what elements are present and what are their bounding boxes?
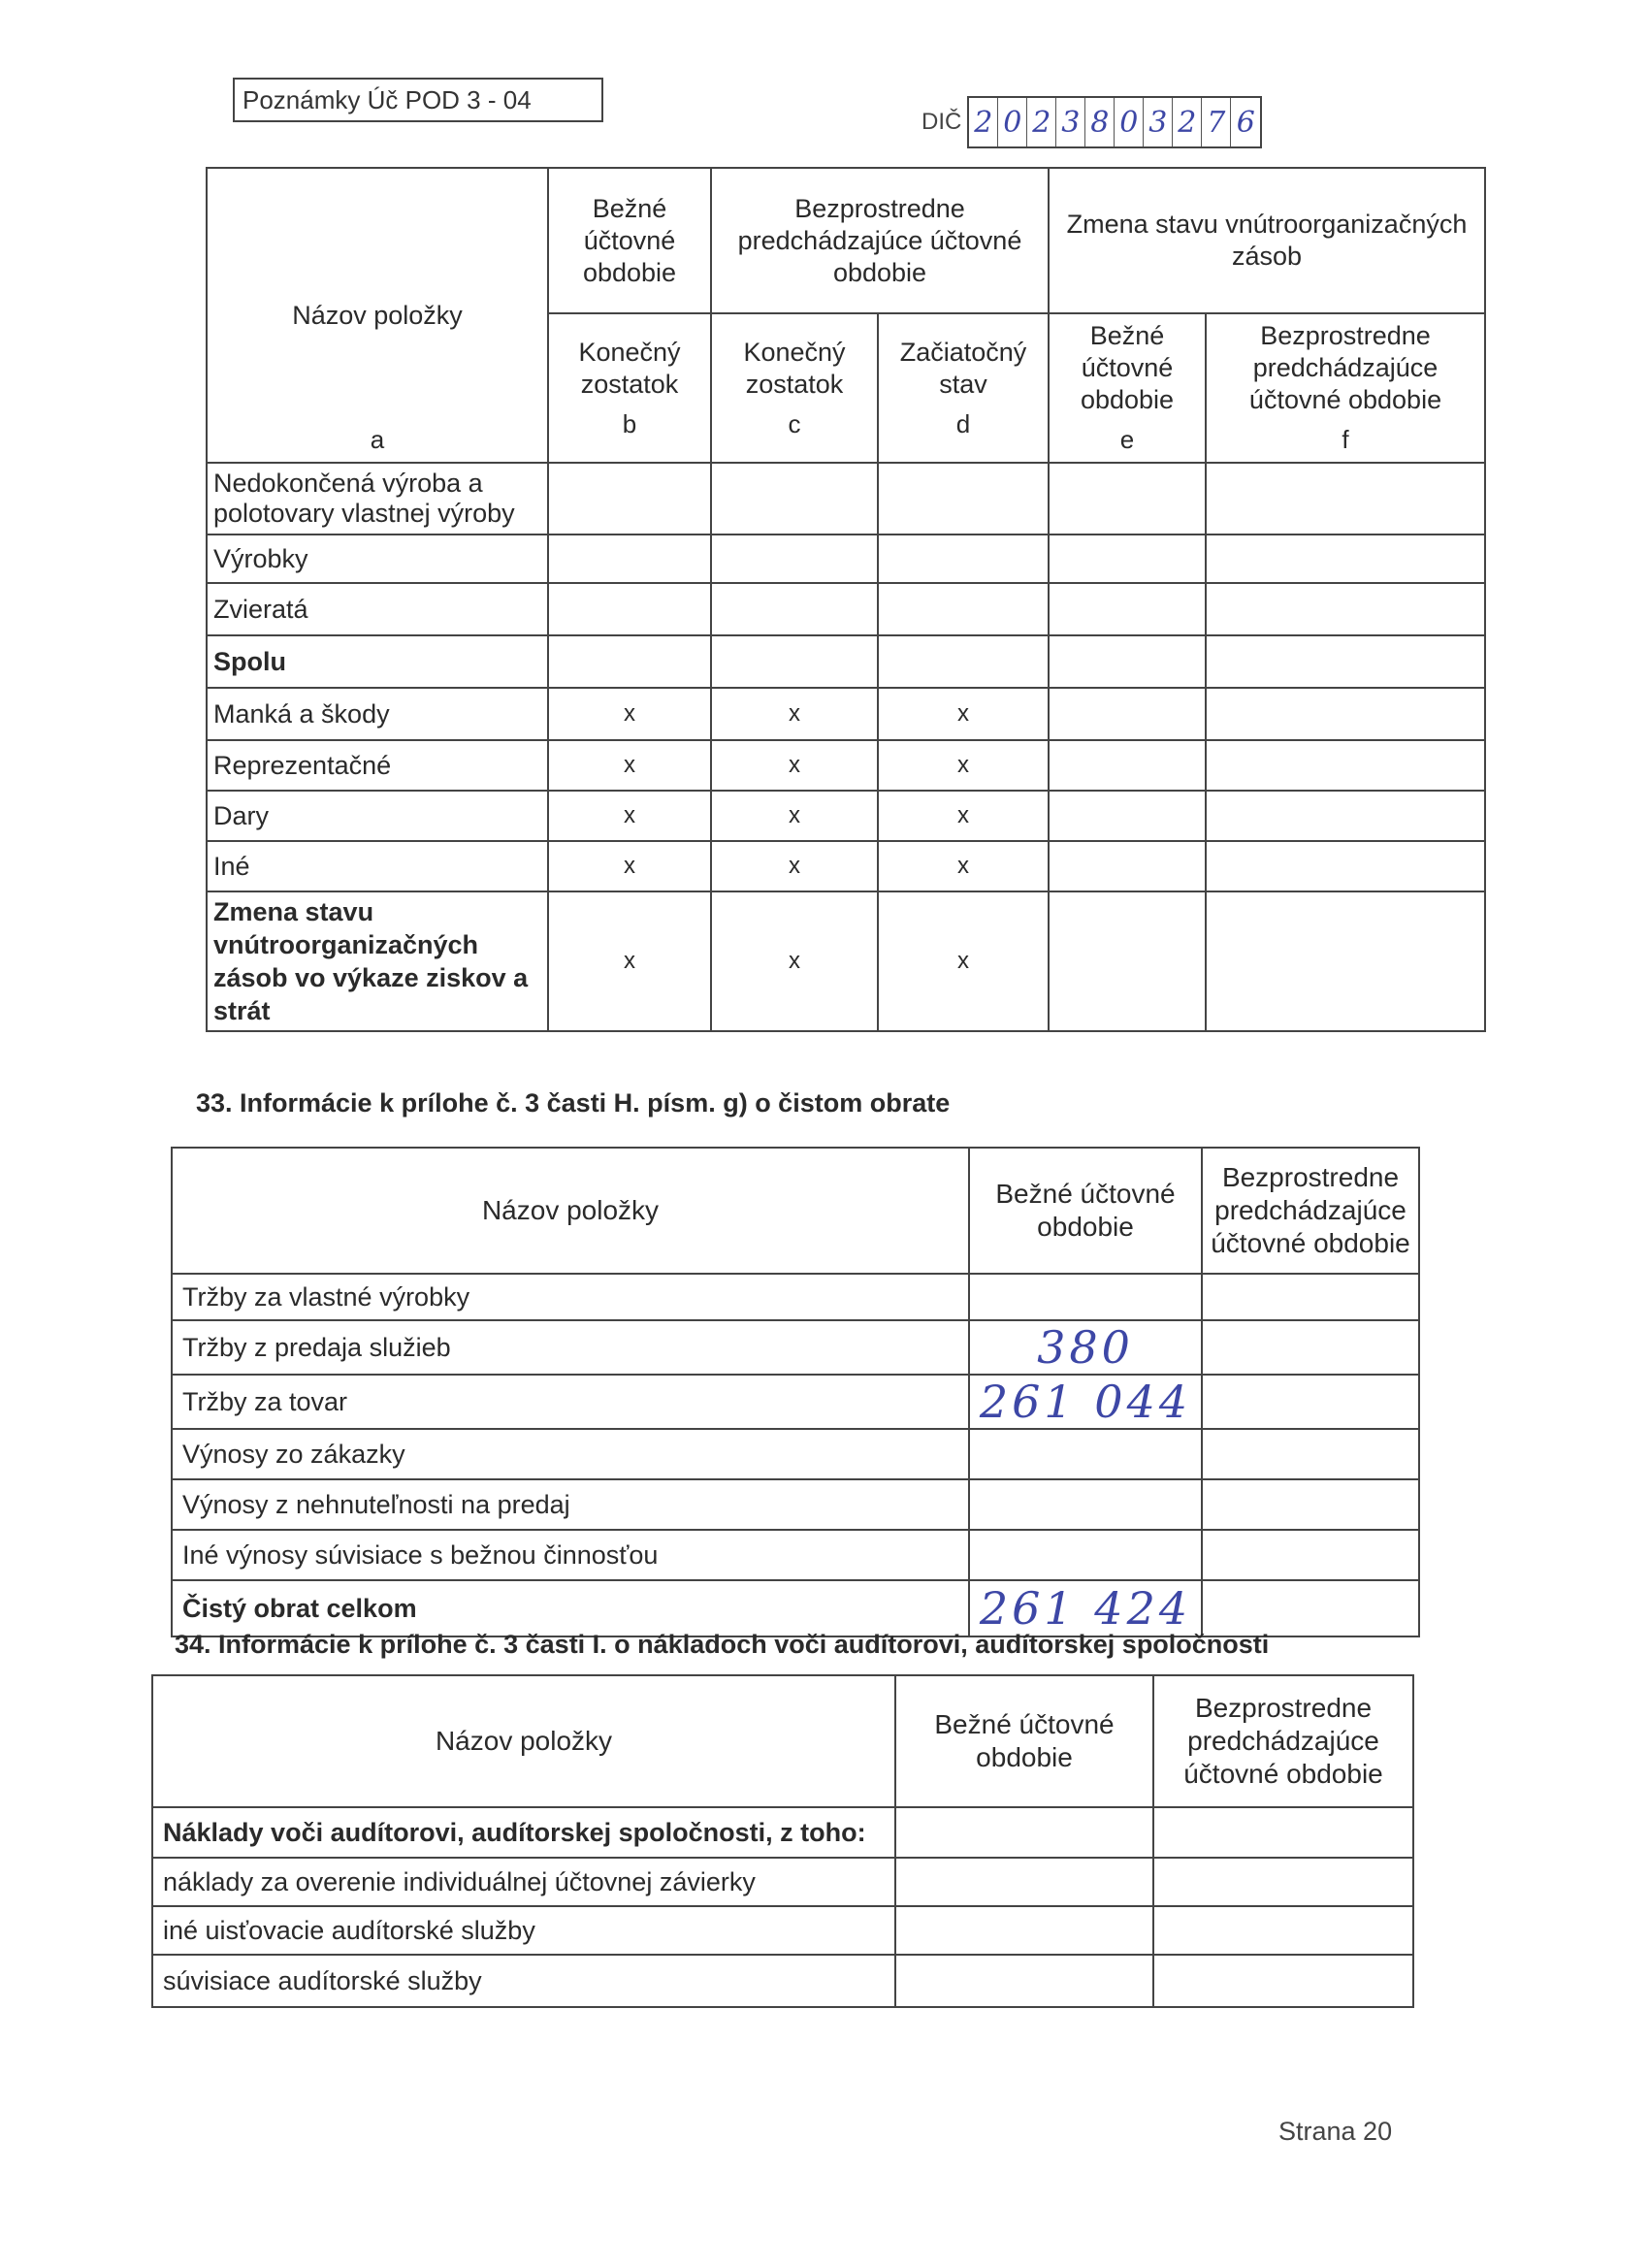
auditor-costs-table: [151, 1674, 1414, 2008]
letter-f: f: [1342, 425, 1349, 454]
table-row: [207, 791, 1485, 841]
letter-a: a: [370, 425, 385, 454]
letter-d: d: [955, 408, 971, 438]
table-row: [207, 635, 1485, 688]
dic-digit: 8: [1085, 98, 1115, 146]
row-label: Spolu: [207, 635, 548, 688]
table-row: [172, 1320, 1419, 1375]
table-row: [172, 1274, 1419, 1320]
x-mark: x: [548, 740, 711, 791]
x-mark: x: [878, 791, 1049, 841]
row-value-current: [969, 1530, 1202, 1580]
table-row: [152, 1858, 1413, 1906]
dic-digit: 3: [1056, 98, 1085, 146]
sub-header-c: [711, 313, 878, 463]
table-row: [152, 1955, 1413, 2007]
sub-header-f: [1206, 313, 1485, 463]
sub-header-d: [878, 313, 1049, 463]
x-mark: x: [548, 841, 711, 891]
x-mark: x: [548, 688, 711, 740]
row-label: náklady za overenie individuálnej účtovnej závierky: [152, 1858, 895, 1906]
row-label: Čistý obrat celkom: [172, 1580, 969, 1636]
form-id-label: Poznámky Úč POD 3 - 04: [233, 78, 603, 122]
dic-digit: 3: [1144, 98, 1173, 146]
sub-header-c-label: Konečný zostatok: [743, 337, 846, 399]
row-label: Iné: [207, 841, 548, 891]
dic-digit: 0: [998, 98, 1027, 146]
letter-c: c: [788, 408, 801, 438]
header-inventory-change: Zmena stavu vnútroorganizačných zásob: [1049, 168, 1485, 313]
sub-header-e-label: Bežné účtovné obdobie: [1080, 321, 1175, 414]
sub-header-e: [1049, 313, 1206, 463]
row-label: Výnosy z nehnuteľnosti na predaj: [172, 1479, 969, 1530]
x-mark: x: [711, 688, 878, 740]
x-mark: x: [878, 740, 1049, 791]
row-value-current: [969, 1479, 1202, 1530]
row-value-current: 380: [969, 1320, 1202, 1375]
header-current-period: Bežné účtovné obdobie: [548, 168, 711, 313]
page-number: Strana 20: [1278, 2117, 1393, 2146]
row-label: Nedokončená výroba a polotovary vlastnej výroby: [207, 463, 548, 535]
row-label: Výrobky: [207, 535, 548, 583]
x-mark: x: [711, 891, 878, 1031]
table-row: [152, 1807, 1413, 1858]
row-label: Manká a škody: [207, 688, 548, 740]
table-row: [152, 1906, 1413, 1955]
x-mark: x: [878, 688, 1049, 740]
header-item-name: Názov položky: [172, 1148, 969, 1274]
table-row: [172, 1479, 1419, 1530]
dic-field: [922, 95, 1262, 149]
dic-digit: 2: [969, 98, 998, 146]
row-label: Zmena stavu vnútroorganizačných zásob vo výkaze ziskov a strát: [207, 891, 548, 1031]
dic-digit: 2: [1173, 98, 1202, 146]
header-previous-period: Bezprostredne predchádzajúce účtovné obdobie: [1202, 1148, 1419, 1274]
row-value-current: 261 424: [969, 1580, 1202, 1636]
table-row: [207, 688, 1485, 740]
dic-digit: 7: [1202, 98, 1231, 146]
x-mark: x: [548, 891, 711, 1031]
dic-digit: 0: [1115, 98, 1144, 146]
row-value-current: [969, 1274, 1202, 1320]
header-previous-period: Bezprostredne predchádzajúce účtovné obdobie: [711, 168, 1049, 313]
section-33-title: 33. Informácie k prílohe č. 3 časti H. písm. g) o čistom obrate: [196, 1088, 951, 1118]
row-label: Dary: [207, 791, 548, 841]
dic-boxes: [967, 96, 1262, 148]
row-value-current: 261 044: [969, 1375, 1202, 1429]
inventory-change-table: [206, 167, 1486, 1032]
dic-digit: 6: [1236, 106, 1255, 140]
x-mark: x: [878, 841, 1049, 891]
row-label: iné uisťovacie audítorské služby: [152, 1906, 895, 1955]
table-row: [207, 740, 1485, 791]
row-label: Tržby za tovar: [172, 1375, 969, 1429]
row-label: Tržby za vlastné výrobky: [172, 1274, 969, 1320]
row-label: Náklady voči audítorovi, audítorskej spoločnosti, z toho:: [152, 1807, 895, 1858]
row-label: súvisiace audítorské služby: [152, 1955, 895, 2007]
table-row: [207, 583, 1485, 635]
table-row: [207, 535, 1485, 583]
table-row: [207, 463, 1485, 535]
row-label: Tržby z predaja služieb: [172, 1320, 969, 1375]
table-row: [172, 1375, 1419, 1429]
sub-header-b-label: Konečný zostatok: [578, 337, 681, 399]
section-34-title: 34. Informácie k prílohe č. 3 časti I. o nákladoch voči audítorovi, audítorskej spoločnosti: [175, 1630, 1270, 1659]
header-item-name: [207, 168, 548, 463]
letter-e: e: [1119, 425, 1135, 454]
x-mark: x: [711, 740, 878, 791]
net-turnover-table: [171, 1147, 1420, 1637]
row-label: Reprezentačné: [207, 740, 548, 791]
sub-header-b: [548, 313, 711, 463]
sub-header-d-label: Začiatočný stav: [899, 337, 1027, 399]
header-current-period: Bežné účtovné obdobie: [895, 1675, 1153, 1807]
row-label: Zvieratá: [207, 583, 548, 635]
x-mark: x: [711, 791, 878, 841]
row-label: Iné výnosy súvisiace s bežnou činnosťou: [172, 1530, 969, 1580]
table-row: [207, 841, 1485, 891]
header-item-name-label: Názov položky: [292, 300, 463, 330]
dic-label: DIČ: [922, 109, 962, 135]
sub-header-f-label: Bezprostredne predchádzajúce účtovné obdobie: [1248, 321, 1442, 414]
header-current-period: Bežné účtovné obdobie: [969, 1148, 1202, 1274]
dic-digit: 2: [1027, 98, 1056, 146]
header-previous-period: Bezprostredne predchádzajúce účtovné obdobie: [1153, 1675, 1413, 1807]
row-value-current: [969, 1429, 1202, 1479]
letter-b: b: [622, 408, 637, 438]
table-row: [207, 891, 1485, 1031]
x-mark: x: [878, 891, 1049, 1031]
row-label: Výnosy zo zákazky: [172, 1429, 969, 1479]
table-row: [172, 1429, 1419, 1479]
table-row: [172, 1530, 1419, 1580]
x-mark: x: [548, 791, 711, 841]
x-mark: x: [711, 841, 878, 891]
header-item-name: Názov položky: [152, 1675, 895, 1807]
table-row: [172, 1580, 1419, 1636]
